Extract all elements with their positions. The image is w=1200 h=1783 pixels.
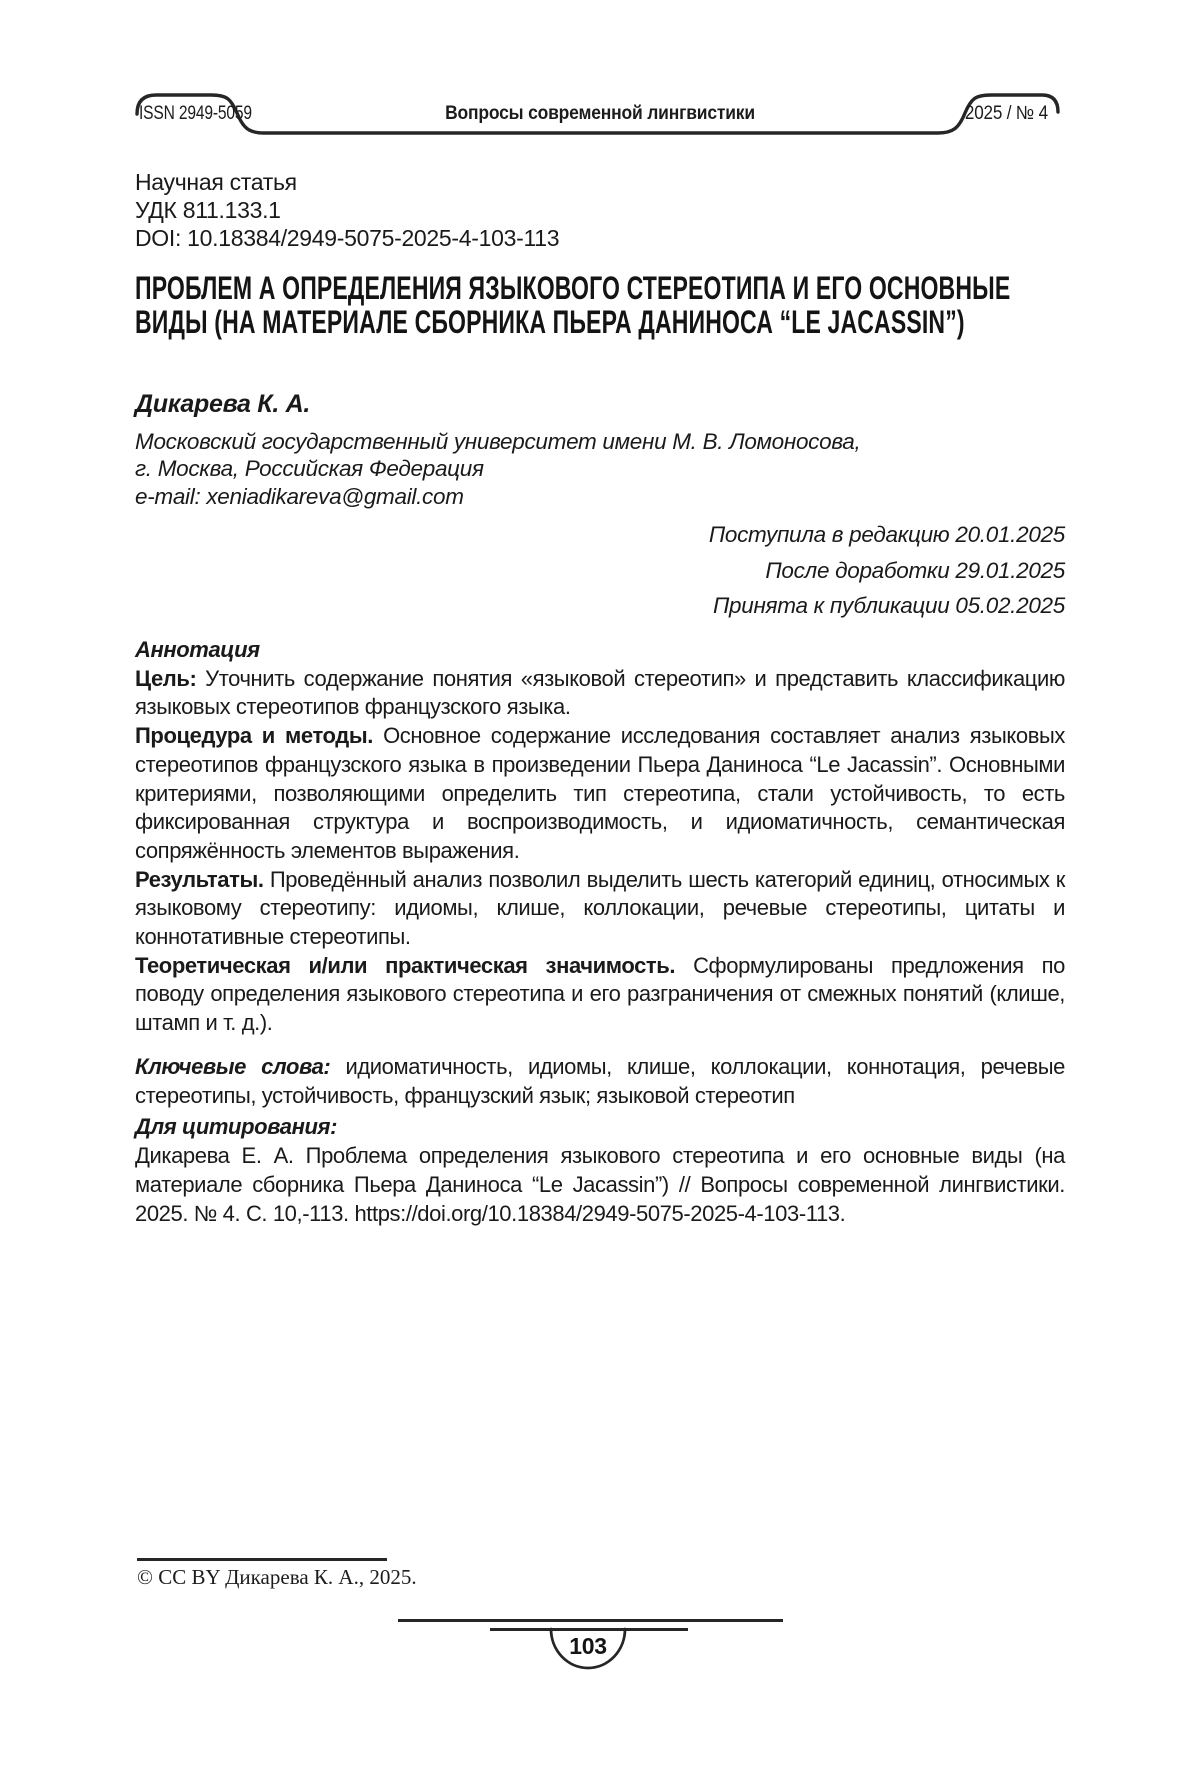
abstract-significance: Теоретическая и/или практическая значимость. Сформулированы предложения по поводу определения языкового стереотипа и его разграничения от смежных понятий (клише, штамп и т. д.). xyxy=(135,952,1065,1036)
keywords-block xyxy=(135,1052,1065,1110)
copyright-footnote: © CC BY Дикарева К. А., 2025. xyxy=(137,1565,417,1589)
author-affiliation xyxy=(135,428,860,510)
keywords-list: идиоматичность, идиомы, клише, коллокации, коннотация, речевые стереотипы, устойчивость, французский язык; языковой стереотип xyxy=(135,1054,1065,1108)
abstract-heading: Аннотация xyxy=(135,637,260,662)
article-title xyxy=(135,272,1065,339)
abstract-methods: Процедура и методы. Основное содержание исследования составляет анализ языковых стереотипов французского языка в произведении Пьера Даниноса “Le Jacassin”. Основными критериями, позволяющими определить тип стереотипа, стали устойчивость, то есть фиксированная структура и воспроизводимость, и идиоматичность, семантическая сопряжённость элементов выражения. xyxy=(135,723,1065,863)
header-issn: ISSN 2949-5059 xyxy=(139,103,252,124)
page-number: 103 xyxy=(569,1633,607,1659)
citation-label: Для цитирования: xyxy=(135,1114,338,1139)
date-revised: После доработки 29.01.2025 xyxy=(765,557,1065,583)
submission-dates xyxy=(135,517,1065,624)
article-title-line-1: ПРОБЛЕМ А ОПРЕДЕЛЕНИЯ ЯЗЫКОВОГО СТЕРЕОТИПА И ЕГО ОСНОВНЫЕ xyxy=(135,270,1011,306)
footnote-rule xyxy=(137,1558,387,1561)
citation-block xyxy=(135,1112,1065,1228)
header-rule-ornament xyxy=(0,0,1200,160)
date-accepted: Принята к публикации 05.02.2025 xyxy=(713,593,1065,618)
abstract-results: Результаты. Проведённый анализ позволил выделить шесть категорий единиц, относимых к языковому стереотипу: идиомы, клише, коллокации, речевые стереотипы, цитаты и коннотативные стереотипы. xyxy=(135,866,1066,950)
affiliation-city: г. Москва, Российская Федерация xyxy=(135,456,484,482)
udc-code: УДК 811.133.1 xyxy=(135,197,281,223)
article-title-line-2: ВИДЫ (НА МАТЕРИАЛЕ СБОРНИКА ПЬЕРА ДАНИНОСА “LE JACASSIN”) xyxy=(135,303,965,340)
article-meta xyxy=(135,168,559,252)
affiliation-university: Московский государственный университет имени М. В. Ломоносова, xyxy=(135,429,861,454)
header-issue-number: 2025 / № 4 xyxy=(964,103,1048,124)
doi-line: DOI: 10.18384/2949-5075-2025-4-103-113 xyxy=(135,225,560,251)
author-email: e-mail: xeniadikareva@gmail.com xyxy=(135,483,464,509)
keywords-label: Ключевые слова: xyxy=(135,1054,346,1079)
date-received: Поступила в редакцию 20.01.2025 xyxy=(708,522,1065,547)
abstract-block xyxy=(135,636,1065,1038)
citation-text: Дикарева Е. А. Проблема определения языкового стереотипа и его основные виды (на материале сборника Пьера Даниноса “Le Jacassin”) // Вопросы современной лингвистики. 2025. № 4. С. 10,-113. https://doi.org/10.18384/2949-5075-2025-4-103-113. xyxy=(135,1143,1065,1226)
header-journal-title: Вопросы современной лингвистики xyxy=(445,103,755,124)
author-name: Дикарева К. А. xyxy=(135,390,311,418)
article-type: Научная статья xyxy=(135,169,297,195)
abstract-goal: Цель: Уточнить содержание понятия «языковой стереотип» и представить классификацию языковых стереотипов французского языка. xyxy=(135,665,1065,720)
